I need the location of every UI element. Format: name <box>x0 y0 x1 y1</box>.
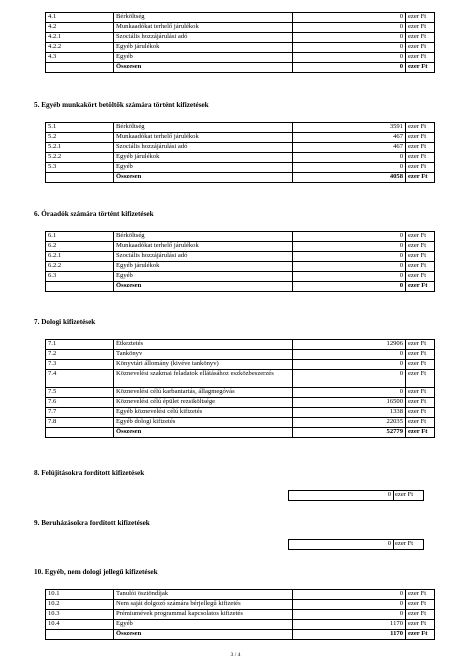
row-number-cell: 6.1 <box>46 232 114 242</box>
row-number-cell: 7.8 <box>46 418 114 428</box>
table-section-6 <box>45 231 435 292</box>
value-cell: 52779 <box>293 428 406 438</box>
unit-cell: ezer Ft <box>406 173 435 183</box>
row-label-cell: Bérköltség <box>114 232 293 242</box>
value-cell: 0 <box>293 33 406 43</box>
table-row <box>46 340 435 350</box>
value-cell: 0 <box>293 13 406 23</box>
value-cell: 0 <box>293 242 406 252</box>
row-number-cell: 4.2.2 <box>46 43 114 53</box>
value-cell: 0 <box>293 43 406 53</box>
row-number-cell: 7.5 <box>46 388 114 398</box>
row-number-cell: 6.2 <box>46 242 114 252</box>
row-number-cell: 10.2 <box>46 600 114 610</box>
row-label-cell: Tanulói ösztöndíjak <box>114 590 293 600</box>
row-label-cell: Tankönyv <box>114 350 293 360</box>
section-6-title: 6. Óraadók számára történt kifizetések <box>34 210 154 218</box>
unit-cell: ezer Ft <box>394 491 424 501</box>
unit-cell: ezer Ft <box>406 242 435 252</box>
row-label-cell: Egyéb <box>114 620 293 630</box>
row-number-cell: 5.3 <box>46 163 114 173</box>
row-label-cell: Munkaadókat terhelő járulékok <box>114 23 293 33</box>
row-label-cell: Egyéb köznevelési célú kifizetés <box>114 408 293 418</box>
value-cell: 0 <box>293 252 406 262</box>
page-number: 3 / 4 <box>230 652 241 658</box>
value-cell: 0 <box>293 23 406 33</box>
row-label-cell: Egyéb járulékok <box>114 262 293 272</box>
row-label-cell: Egyéb <box>114 163 293 173</box>
value-cell: 0 <box>289 540 394 550</box>
unit-cell: ezer Ft <box>406 63 435 73</box>
value-cell: 0 <box>293 53 406 63</box>
value-cell: 0 <box>293 63 406 73</box>
section-9-title: 9. Beruházásokra fordított kifizetések <box>34 519 150 527</box>
unit-cell: ezer Ft <box>406 33 435 43</box>
table-row <box>289 491 424 501</box>
unit-cell: ezer Ft <box>394 540 424 550</box>
table-row <box>46 408 435 418</box>
unit-cell: ezer Ft <box>406 590 435 600</box>
table-section-7 <box>45 339 435 438</box>
table-row <box>46 610 435 620</box>
unit-cell: ezer Ft <box>406 340 435 350</box>
unit-cell: ezer Ft <box>406 620 435 630</box>
table-row <box>46 252 435 262</box>
row-number-cell: 6.2.2 <box>46 262 114 272</box>
row-label-cell: Szociális hozzájárulási adó <box>114 33 293 43</box>
row-number-cell: 10.4 <box>46 620 114 630</box>
unit-cell: ezer Ft <box>406 262 435 272</box>
unit-cell: ezer Ft <box>406 408 435 418</box>
unit-cell: ezer Ft <box>406 630 435 640</box>
table-row <box>46 53 435 63</box>
section-7-title: 7. Dologi kifizetések <box>34 318 96 326</box>
table-row <box>46 13 435 23</box>
row-label-cell: Egyéb <box>114 272 293 282</box>
row-number-cell <box>46 282 114 292</box>
table-row <box>46 262 435 272</box>
unit-cell: ezer Ft <box>406 398 435 408</box>
row-label-cell: Összesen <box>114 173 293 183</box>
value-cell: 0 <box>293 163 406 173</box>
table-row <box>46 23 435 33</box>
table-section-9 <box>288 539 424 550</box>
unit-cell: ezer Ft <box>406 350 435 360</box>
unit-cell: ezer Ft <box>406 153 435 163</box>
row-label-cell: Étkeztetés <box>114 340 293 350</box>
unit-cell: ezer Ft <box>406 13 435 23</box>
value-cell: 1170 <box>293 630 406 640</box>
unit-cell: ezer Ft <box>406 123 435 133</box>
row-label-cell: Egyéb járulékok <box>114 43 293 53</box>
total-row <box>46 173 435 183</box>
table-row <box>46 370 435 388</box>
table-row <box>46 360 435 370</box>
row-label-cell: Prémiumévek programmal kapcsolatos kifizetés <box>114 610 293 620</box>
row-label-cell: Köznevelési célú karbantartás, állagmegóvás <box>114 388 293 398</box>
unit-cell: ezer Ft <box>406 360 435 370</box>
row-number-cell: 5.2.2 <box>46 153 114 163</box>
row-number-cell <box>46 428 114 438</box>
value-cell: 0 <box>293 272 406 282</box>
value-cell: 0 <box>293 360 406 370</box>
row-number-cell <box>46 63 114 73</box>
value-cell: 0 <box>293 153 406 163</box>
unit-cell: ezer Ft <box>406 272 435 282</box>
table-row <box>46 600 435 610</box>
row-number-cell: 4.2 <box>46 23 114 33</box>
row-label-cell: Bérköltség <box>114 123 293 133</box>
table-row <box>46 123 435 133</box>
unit-cell: ezer Ft <box>406 428 435 438</box>
value-cell: 0 <box>293 600 406 610</box>
total-row <box>46 63 435 73</box>
row-number-cell: 7.1 <box>46 340 114 350</box>
unit-cell: ezer Ft <box>406 252 435 262</box>
row-label-cell: Köznevelési célú épület rezsiköltsége <box>114 398 293 408</box>
value-cell: 1338 <box>293 408 406 418</box>
table-section-10 <box>45 589 435 640</box>
table-row <box>46 620 435 630</box>
value-cell: 22035 <box>293 418 406 428</box>
row-number-cell: 5.2.1 <box>46 143 114 153</box>
row-label-cell: Munkaadókat terhelő járulékok <box>114 242 293 252</box>
value-cell: 1170 <box>293 620 406 630</box>
table-section-5 <box>45 122 435 183</box>
unit-cell: ezer Ft <box>406 370 435 388</box>
value-cell: 0 <box>289 491 394 501</box>
table-row <box>46 133 435 143</box>
section-10-title: 10. Egyéb, nem dologi jellegű kifizetések <box>34 568 158 576</box>
unit-cell: ezer Ft <box>406 418 435 428</box>
row-label-cell: Könyvtári állomány (kivéve tankönyv) <box>114 360 293 370</box>
row-number-cell: 10.1 <box>46 590 114 600</box>
table-row <box>46 350 435 360</box>
unit-cell: ezer Ft <box>406 143 435 153</box>
total-row <box>46 282 435 292</box>
row-label-cell: Bérköltség <box>114 13 293 23</box>
section-5-title: 5. Egyéb munkakört betöltők számára történt kifizetések <box>34 101 209 109</box>
section-8-title: 8. Felújításokra fordított kifizetések <box>34 469 145 477</box>
value-cell: 0 <box>293 232 406 242</box>
unit-cell: ezer Ft <box>406 133 435 143</box>
value-cell: 0 <box>293 262 406 272</box>
row-label-cell: Összesen <box>114 428 293 438</box>
table-row <box>46 388 435 398</box>
unit-cell: ezer Ft <box>406 53 435 63</box>
row-number-cell: 6.3 <box>46 272 114 282</box>
row-label-cell: Egyéb <box>114 53 293 63</box>
row-label-cell: Munkaadókat terhelő járulékok <box>114 133 293 143</box>
row-number-cell: 4.2.1 <box>46 33 114 43</box>
value-cell: 467 <box>293 133 406 143</box>
total-row <box>46 630 435 640</box>
value-cell: 0 <box>293 610 406 620</box>
unit-cell: ezer Ft <box>406 600 435 610</box>
row-number-cell <box>46 173 114 183</box>
table-section-8 <box>288 490 424 501</box>
table-row <box>46 272 435 282</box>
row-number-cell: 4.1 <box>46 13 114 23</box>
value-cell: 3591 <box>293 123 406 133</box>
unit-cell: ezer Ft <box>406 23 435 33</box>
row-number-cell: 5.1 <box>46 123 114 133</box>
row-number-cell: 7.4 <box>46 370 114 388</box>
unit-cell: ezer Ft <box>406 388 435 398</box>
table-row <box>46 163 435 173</box>
unit-cell: ezer Ft <box>406 43 435 53</box>
value-cell: 16500 <box>293 398 406 408</box>
row-number-cell: 7.7 <box>46 408 114 418</box>
table-row <box>46 143 435 153</box>
total-row <box>46 428 435 438</box>
row-label-cell: Köznevelési szakmai feladatok ellátásához eszközbeszerzés <box>114 370 293 388</box>
table-row <box>46 232 435 242</box>
unit-cell: ezer Ft <box>406 232 435 242</box>
row-number-cell: 10.3 <box>46 610 114 620</box>
value-cell: 0 <box>293 370 406 388</box>
table-row <box>289 540 424 550</box>
unit-cell: ezer Ft <box>406 282 435 292</box>
row-number-cell: 4.3 <box>46 53 114 63</box>
value-cell: 12906 <box>293 340 406 350</box>
row-label-cell: Egyéb dologi kifizetés <box>114 418 293 428</box>
row-label-cell: Szociális hozzájárulási adó <box>114 252 293 262</box>
row-label-cell: Összesen <box>114 63 293 73</box>
value-cell: 467 <box>293 143 406 153</box>
row-label-cell: Egyéb járulékok <box>114 153 293 163</box>
value-cell: 0 <box>293 282 406 292</box>
table-row <box>46 43 435 53</box>
table-row <box>46 153 435 163</box>
table-row <box>46 590 435 600</box>
table-section-4 <box>45 12 435 73</box>
row-label-cell: Összesen <box>114 630 293 640</box>
row-number-cell: 7.6 <box>46 398 114 408</box>
table-row <box>46 418 435 428</box>
value-cell: 0 <box>293 388 406 398</box>
row-number-cell: 6.2.1 <box>46 252 114 262</box>
row-number-cell: 7.3 <box>46 360 114 370</box>
table-row <box>46 33 435 43</box>
row-label-cell: Összesen <box>114 282 293 292</box>
table-row <box>46 242 435 252</box>
unit-cell: ezer Ft <box>406 610 435 620</box>
value-cell: 0 <box>293 590 406 600</box>
value-cell: 4058 <box>293 173 406 183</box>
unit-cell: ezer Ft <box>406 163 435 173</box>
row-number-cell: 5.2 <box>46 133 114 143</box>
row-number-cell <box>46 630 114 640</box>
row-number-cell: 7.2 <box>46 350 114 360</box>
value-cell: 0 <box>293 350 406 360</box>
table-row <box>46 398 435 408</box>
row-label-cell: Szociális hozzájárulási adó <box>114 143 293 153</box>
row-label-cell: Nem saját dolgozó számára bérjellegű kifizetés <box>114 600 293 610</box>
